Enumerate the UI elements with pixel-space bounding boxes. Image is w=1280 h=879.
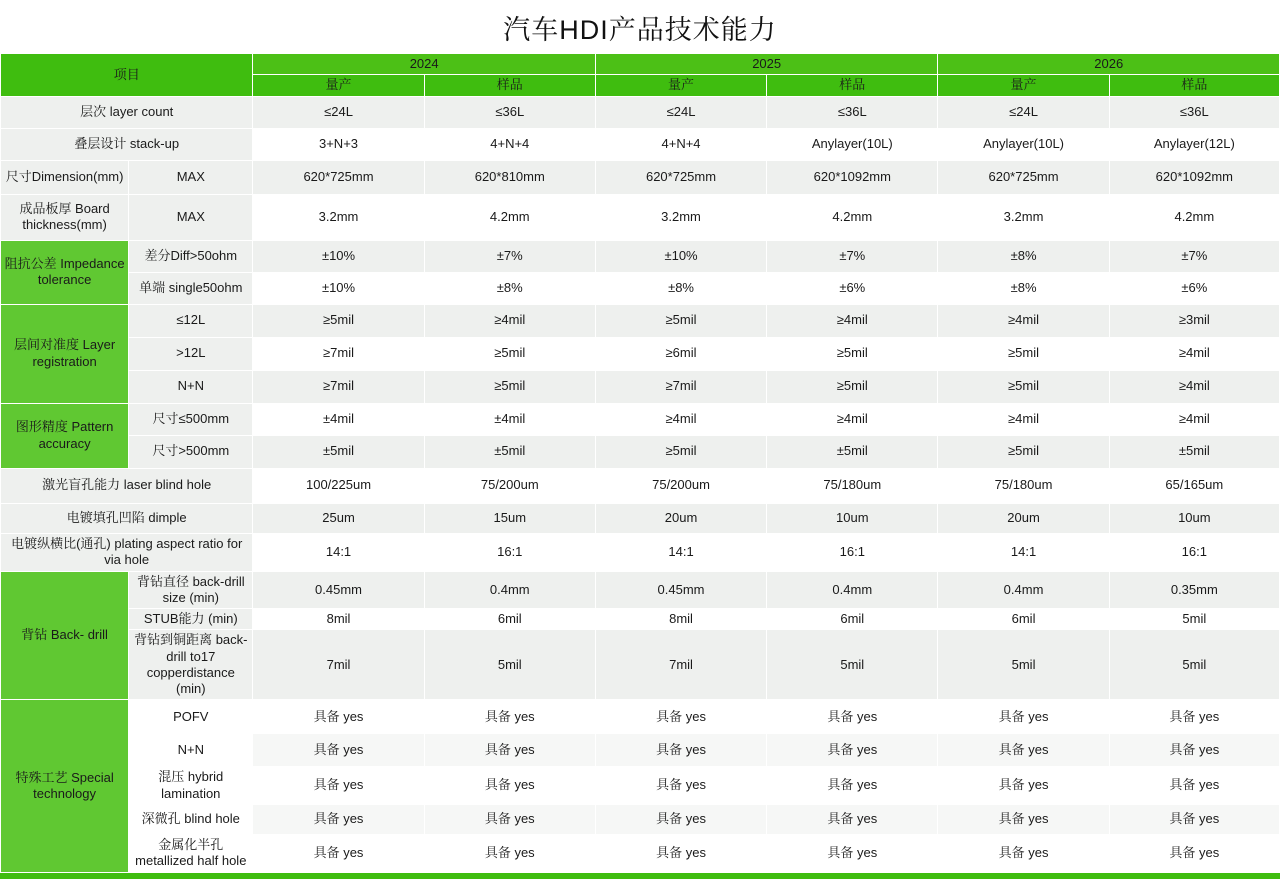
row-label: 电镀纵横比(通孔) plating aspect ratio for via hole [1, 533, 253, 571]
row-label: 层间对准度 Layer registration [1, 304, 129, 403]
cell-value: 5mil [767, 630, 938, 700]
cell-value: ±6% [767, 272, 938, 304]
cell-value: 25um [253, 503, 424, 533]
cell-value: 0.4mm [767, 571, 938, 609]
cell-value: 620*725mm [938, 160, 1109, 194]
table-row [1, 337, 1280, 370]
table-row [1, 370, 1280, 403]
header-year-2025: 2025 [595, 54, 938, 75]
header-sub-0: 量产 [253, 75, 424, 96]
cell-value: 5mil [938, 630, 1109, 700]
row-sublabel: N+N [129, 370, 253, 403]
cell-value: ±5mil [253, 435, 424, 468]
cell-value: ±8% [938, 272, 1109, 304]
cell-value: ≥4mil [1109, 403, 1279, 435]
cell-value: 16:1 [767, 533, 938, 571]
cell-value: ≥4mil [938, 304, 1109, 337]
cell-value: 0.45mm [253, 571, 424, 609]
cell-value: 0.35mm [1109, 571, 1279, 609]
row-sublabel: POFV [129, 700, 253, 734]
cell-value: ±5mil [767, 435, 938, 468]
cell-value: 具备 yes [767, 734, 938, 767]
cell-value: 具备 yes [595, 834, 766, 872]
cell-value: 4+N+4 [424, 128, 595, 160]
cell-value: 75/200um [424, 468, 595, 503]
cell-value: 14:1 [938, 533, 1109, 571]
table-row [1, 533, 1280, 571]
table-row [1, 403, 1280, 435]
header-sub-4: 量产 [938, 75, 1109, 96]
table-row [1, 240, 1280, 272]
cell-value: ±8% [938, 240, 1109, 272]
cell-value: 7mil [595, 630, 766, 700]
row-label: 激光盲孔能力 laser blind hole [1, 468, 253, 503]
cell-value: 5mil [1109, 609, 1279, 630]
cell-value: 具备 yes [767, 834, 938, 872]
cell-value: 75/180um [767, 468, 938, 503]
cell-value: ≤36L [424, 96, 595, 128]
cell-value: 具备 yes [938, 700, 1109, 734]
cell-value: ±6% [1109, 272, 1279, 304]
table-row [1, 304, 1280, 337]
cell-value: ±7% [424, 240, 595, 272]
table-header-row-years [1, 54, 1280, 75]
cell-value: 10um [767, 503, 938, 533]
row-sublabel: 深微孔 blind hole [129, 804, 253, 834]
header-year-2026: 2026 [938, 54, 1280, 75]
header-year-2024: 2024 [253, 54, 596, 75]
cell-value: ≥5mil [938, 337, 1109, 370]
cell-value: 6mil [424, 609, 595, 630]
cell-value: 4.2mm [1109, 194, 1279, 240]
cell-value: ±8% [424, 272, 595, 304]
cell-value: ≥4mil [424, 304, 595, 337]
cell-value: ≥4mil [595, 403, 766, 435]
cell-value: ≥7mil [253, 337, 424, 370]
cell-value: 具备 yes [1109, 734, 1279, 767]
cell-value: Anylayer(10L) [938, 128, 1109, 160]
cell-value: ≥4mil [767, 403, 938, 435]
page-title: 汽车HDI产品技术能力 [503, 15, 777, 45]
cell-value: 具备 yes [424, 767, 595, 805]
cell-value: 620*725mm [253, 160, 424, 194]
header-sub-3: 样品 [767, 75, 938, 96]
row-label: 背钻 Back- drill [1, 571, 129, 700]
cell-value: 5mil [424, 630, 595, 700]
cell-value: 5mil [1109, 630, 1279, 700]
cell-value: 具备 yes [253, 700, 424, 734]
table-row [1, 503, 1280, 533]
cell-value: 具备 yes [595, 767, 766, 805]
cell-value: 620*810mm [424, 160, 595, 194]
cell-value: 10um [1109, 503, 1279, 533]
cell-value: 具备 yes [1109, 767, 1279, 805]
cell-value: 7mil [253, 630, 424, 700]
cell-value: 3+N+3 [253, 128, 424, 160]
cell-value: ≥3mil [1109, 304, 1279, 337]
cell-value: 具备 yes [1109, 804, 1279, 834]
cell-value: 具备 yes [595, 804, 766, 834]
cell-value: ≥6mil [595, 337, 766, 370]
row-sublabel: 尺寸>500mm [129, 435, 253, 468]
cell-value: ±5mil [1109, 435, 1279, 468]
table-row [1, 734, 1280, 767]
cell-value: 具备 yes [424, 700, 595, 734]
cell-value: ≥5mil [938, 370, 1109, 403]
table-row [1, 700, 1280, 734]
cell-value: 16:1 [1109, 533, 1279, 571]
table-row [1, 767, 1280, 805]
row-label: 层次 layer count [1, 96, 253, 128]
cell-value: 具备 yes [767, 804, 938, 834]
cell-value: Anylayer(12L) [1109, 128, 1279, 160]
cell-value: 具备 yes [595, 700, 766, 734]
cell-value: 20um [938, 503, 1109, 533]
cell-value: 14:1 [595, 533, 766, 571]
cell-value: ≥5mil [767, 337, 938, 370]
cell-value: ±8% [595, 272, 766, 304]
table-row [1, 128, 1280, 160]
table-row [1, 194, 1280, 240]
cell-value: ±10% [253, 240, 424, 272]
table-row [1, 834, 1280, 872]
cell-value: ±7% [1109, 240, 1279, 272]
row-label: 尺寸Dimension(mm) [1, 160, 129, 194]
cell-value: ±4mil [253, 403, 424, 435]
cell-value: 3.2mm [253, 194, 424, 240]
cell-value: ≥4mil [938, 403, 1109, 435]
cell-value: 0.45mm [595, 571, 766, 609]
cell-value: 3.2mm [938, 194, 1109, 240]
cell-value: 3.2mm [595, 194, 766, 240]
cell-value: 具备 yes [253, 834, 424, 872]
row-sublabel: 尺寸≤500mm [129, 403, 253, 435]
cell-value: ≤36L [767, 96, 938, 128]
row-sublabel: 单端 single50ohm [129, 272, 253, 304]
cell-value: ≥5mil [767, 370, 938, 403]
cell-value: ≤24L [595, 96, 766, 128]
cell-value: ±7% [767, 240, 938, 272]
capability-table [0, 53, 1280, 873]
row-label: 叠层设计 stack-up [1, 128, 253, 160]
row-sublabel: MAX [129, 194, 253, 240]
cell-value: 75/200um [595, 468, 766, 503]
cell-value: 75/180um [938, 468, 1109, 503]
cell-value: ≥4mil [1109, 337, 1279, 370]
cell-value: Anylayer(10L) [767, 128, 938, 160]
row-sublabel: MAX [129, 160, 253, 194]
cell-value: ≥5mil [595, 304, 766, 337]
cell-value: 6mil [767, 609, 938, 630]
table-row [1, 804, 1280, 834]
row-label: 成品板厚 Board thickness(mm) [1, 194, 129, 240]
header-sub-2: 量产 [595, 75, 766, 96]
cell-value: 8mil [253, 609, 424, 630]
cell-value: 8mil [595, 609, 766, 630]
row-sublabel: >12L [129, 337, 253, 370]
cell-value: ≥5mil [253, 304, 424, 337]
cell-value: 具备 yes [1109, 834, 1279, 872]
cell-value: 620*1092mm [767, 160, 938, 194]
cell-value: 0.4mm [424, 571, 595, 609]
row-label: 特殊工艺 Special technology [1, 700, 129, 873]
cell-value: ≤24L [253, 96, 424, 128]
row-sublabel: 差分Diff>50ohm [129, 240, 253, 272]
row-label: 阻抗公差 Impedance tolerance [1, 240, 129, 304]
table-row [1, 435, 1280, 468]
cell-value: ±5mil [424, 435, 595, 468]
cell-value: ±10% [253, 272, 424, 304]
cell-value: 具备 yes [253, 734, 424, 767]
cell-value: ≥4mil [767, 304, 938, 337]
cell-value: 具备 yes [1109, 700, 1279, 734]
table-row [1, 96, 1280, 128]
cell-value: 具备 yes [253, 804, 424, 834]
cell-value: 20um [595, 503, 766, 533]
table-body [1, 96, 1280, 872]
cell-value: 620*1092mm [1109, 160, 1279, 194]
header-sub-1: 样品 [424, 75, 595, 96]
cell-value: 65/165um [1109, 468, 1279, 503]
table-row [1, 609, 1280, 630]
row-sublabel: 混压 hybrid lamination [129, 767, 253, 805]
cell-value: ≤36L [1109, 96, 1279, 128]
cell-value: 4+N+4 [595, 128, 766, 160]
table-row [1, 272, 1280, 304]
row-sublabel: 背钻到铜距离 back-drill to17 copperdistance (min) [129, 630, 253, 700]
cell-value: ≥7mil [595, 370, 766, 403]
cell-value: ≥5mil [424, 337, 595, 370]
cell-value: 0.4mm [938, 571, 1109, 609]
cell-value: 具备 yes [424, 834, 595, 872]
cell-value: 100/225um [253, 468, 424, 503]
row-sublabel: 金属化半孔 metallized half hole [129, 834, 253, 872]
header-sub-5: 样品 [1109, 75, 1279, 96]
cell-value: 14:1 [253, 533, 424, 571]
cell-value: 具备 yes [938, 834, 1109, 872]
table-row [1, 571, 1280, 609]
header-item-label: 项目 [1, 54, 253, 97]
cell-value: 具备 yes [424, 804, 595, 834]
row-sublabel: 背钻直径 back-drill size (min) [129, 571, 253, 609]
cell-value: ≥5mil [595, 435, 766, 468]
cell-value: 具备 yes [253, 767, 424, 805]
row-label: 图形精度 Pattern accuracy [1, 403, 129, 468]
cell-value: ≥7mil [253, 370, 424, 403]
cell-value: 具备 yes [938, 734, 1109, 767]
cell-value: 4.2mm [424, 194, 595, 240]
cell-value: 16:1 [424, 533, 595, 571]
cell-value: 具备 yes [938, 804, 1109, 834]
cell-value: ≥5mil [424, 370, 595, 403]
cell-value: ≤24L [938, 96, 1109, 128]
table-row [1, 160, 1280, 194]
row-label: 电镀填孔凹陷 dimple [1, 503, 253, 533]
cell-value: 具备 yes [424, 734, 595, 767]
cell-value: 具备 yes [595, 734, 766, 767]
row-sublabel: N+N [129, 734, 253, 767]
cell-value: 具备 yes [767, 700, 938, 734]
cell-value: 具备 yes [938, 767, 1109, 805]
cell-value: ±10% [595, 240, 766, 272]
cell-value: 具备 yes [767, 767, 938, 805]
table-row [1, 468, 1280, 503]
cell-value: 15um [424, 503, 595, 533]
row-sublabel: ≤12L [129, 304, 253, 337]
cell-value: 6mil [938, 609, 1109, 630]
table-row [1, 630, 1280, 700]
cell-value: 4.2mm [767, 194, 938, 240]
cell-value: 620*725mm [595, 160, 766, 194]
cell-value: ≥5mil [938, 435, 1109, 468]
cell-value: ≥4mil [1109, 370, 1279, 403]
row-sublabel: STUB能力 (min) [129, 609, 253, 630]
cell-value: ±4mil [424, 403, 595, 435]
